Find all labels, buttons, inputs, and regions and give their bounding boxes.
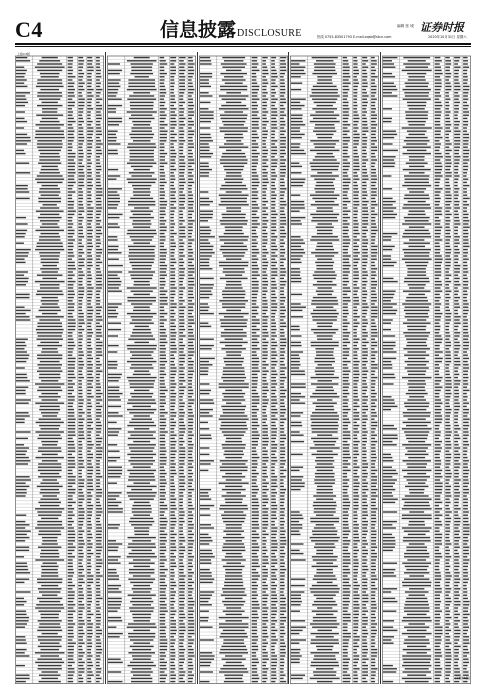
table-column-2 bbox=[107, 52, 196, 684]
newspaper-logo bbox=[418, 19, 468, 33]
table-column-4 bbox=[290, 52, 379, 684]
masthead bbox=[0, 0, 484, 44]
column-separator bbox=[288, 52, 289, 684]
table-column-5 bbox=[382, 52, 471, 684]
contact-line: 热线 0755-83501793 E-mail:zqsb@stcn.com bbox=[317, 35, 392, 39]
header-rule-thin bbox=[15, 46, 471, 47]
table-grid-texture bbox=[15, 52, 104, 684]
continuation-footer: (下转C5版) bbox=[454, 676, 470, 680]
table-grid-texture bbox=[290, 52, 379, 684]
disclosure-table-area bbox=[15, 52, 471, 686]
editors-line: 编辑 张 城 bbox=[397, 24, 414, 28]
logo-text: 证券时报 bbox=[420, 21, 464, 33]
column-separator bbox=[380, 52, 381, 684]
table-column-1 bbox=[15, 52, 104, 684]
table-grid-texture bbox=[382, 52, 471, 684]
page-code: C4 bbox=[15, 17, 43, 42]
table-column-3 bbox=[199, 52, 288, 684]
date-line: 2020年10月31日 星期六 bbox=[428, 35, 467, 39]
table-continuation-note: 上接C3版 bbox=[17, 52, 31, 56]
header-rule-thick bbox=[15, 43, 471, 45]
column-separator bbox=[197, 52, 198, 684]
column-separator bbox=[105, 52, 106, 684]
table-grid-texture bbox=[199, 52, 288, 684]
section-title bbox=[160, 20, 302, 44]
section-title-en: DISCLOSURE bbox=[237, 28, 302, 39]
table-grid-texture bbox=[107, 52, 196, 684]
section-title-zh: 信息披露 bbox=[160, 19, 237, 41]
